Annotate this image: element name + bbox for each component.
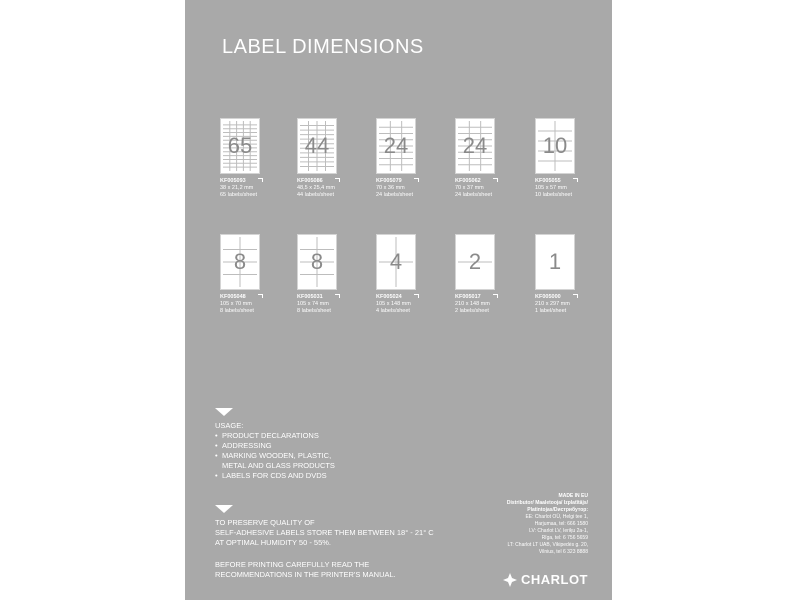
corner-mark-icon — [335, 294, 340, 298]
storage-line: TO PRESERVE QUALITY OF — [215, 518, 315, 527]
sheet-thumbnail — [297, 234, 337, 290]
label-count-numeral: 65 — [227, 133, 253, 158]
product-code: KF005055 — [535, 178, 561, 184]
label-size: 105 x 57 mm — [535, 185, 567, 191]
label-size: 48,5 x 25,4 mm — [297, 185, 335, 191]
product-code: KF005093 — [220, 178, 246, 184]
sheet-thumbnail — [535, 118, 575, 174]
sheet-thumbnail — [376, 118, 416, 174]
label-count-numeral: 1 — [548, 249, 562, 274]
corner-mark-icon — [414, 178, 419, 182]
label-size: 210 x 297 mm — [535, 301, 570, 307]
corner-mark-icon — [414, 294, 419, 298]
sheet-thumbnail — [455, 118, 495, 174]
product-code: KF005079 — [376, 178, 402, 184]
sheet-thumbnail — [535, 234, 575, 290]
labels-per-sheet: 10 labels/sheet — [535, 192, 572, 198]
corner-mark-icon — [573, 294, 578, 298]
label-size: 210 x 148 mm — [455, 301, 490, 307]
sheet-thumbnail — [297, 118, 337, 174]
page-title: LABEL DIMENSIONS — [222, 36, 424, 58]
labels-per-sheet: 2 labels/sheet — [455, 308, 489, 314]
distributor-line: LV: Charlot LV, Ieriķu 2a-1, — [529, 528, 588, 534]
distributor-line: EE: Charlot OÜ, Helgi tee 1, — [525, 514, 588, 520]
corner-mark-icon — [258, 294, 263, 298]
corner-mark-icon — [258, 178, 263, 182]
labels-per-sheet: 24 labels/sheet — [376, 192, 413, 198]
labels-per-sheet: 8 labels/sheet — [220, 308, 254, 314]
distributor-line: Rīga, tel: 6 756 5659 — [541, 535, 588, 541]
corner-mark-icon — [335, 178, 340, 182]
product-code: KF005000 — [535, 294, 561, 300]
label-size: 105 x 70 mm — [220, 301, 252, 307]
label-count-numeral: 8 — [233, 249, 247, 274]
triangle-down-icon — [215, 505, 233, 513]
corner-mark-icon — [573, 178, 578, 182]
distributor-line: LT: Charlot LT UAB, Vikipedės g. 20, — [507, 542, 588, 548]
product-code: KF005062 — [455, 178, 481, 184]
product-code: KF005086 — [297, 178, 323, 184]
sheet-thumbnail — [220, 234, 260, 290]
label-size: 70 x 36 mm — [376, 185, 405, 191]
corner-mark-icon — [493, 294, 498, 298]
brand-name: CHARLOT — [520, 572, 588, 587]
distributor-label: Platintojas/Dистрибутор: — [527, 507, 588, 513]
usage-item-line: METAL AND GLASS PRODUCTS — [222, 461, 335, 470]
labels-per-sheet: 44 labels/sheet — [297, 192, 334, 198]
product-code: KF005017 — [455, 294, 481, 300]
made-in: MADE IN EU — [558, 493, 588, 499]
usage-item: • LABELS FOR CDS AND DVDS — [215, 471, 335, 481]
storage-line: AT OPTIMAL HUMIDITY 50 - 55%. — [215, 538, 332, 547]
distributor-line: Harjumaa, tel: 666 1580 — [534, 521, 588, 527]
printing-note — [215, 560, 396, 580]
usage-item: • PRODUCT DECLARATIONS — [215, 431, 335, 441]
label-size: 105 x 148 mm — [376, 301, 411, 307]
label-size: 38 x 21,2 mm — [220, 185, 254, 191]
storage-line: SELF-ADHESIVE LABELS STORE THEM BETWEEN 18° - 21° C — [215, 528, 434, 537]
labels-per-sheet: 65 labels/sheet — [220, 192, 257, 198]
label-count-numeral: 4 — [389, 249, 403, 274]
triangle-down-icon — [215, 408, 233, 416]
printing-line: RECOMMENDATIONS IN THE PRINTER'S MANUAL. — [215, 570, 396, 579]
label-size: 70 x 37 mm — [455, 185, 484, 191]
label-count-numeral: 8 — [310, 249, 324, 274]
label-count-numeral: 44 — [304, 133, 330, 158]
usage-item — [215, 451, 335, 471]
charlot-logo-icon — [503, 573, 517, 587]
printing-line: BEFORE PRINTING CAREFULLY READ THE — [215, 560, 370, 569]
brand-logo — [503, 572, 588, 587]
label-count-numeral: 24 — [462, 133, 488, 158]
usage-list — [215, 431, 335, 481]
usage-section — [215, 421, 335, 481]
usage-item-line: MARKING WOODEN, PLASTIC, — [222, 451, 332, 460]
distributor-label: Distributor/ Maaletooja/ Izplatītājs/ — [506, 500, 588, 506]
label-count-numeral: 10 — [542, 133, 568, 158]
usage-heading: USAGE: — [215, 421, 244, 430]
storage-note — [215, 518, 434, 548]
sheet-thumbnail — [220, 118, 260, 174]
labels-per-sheet: 4 labels/sheet — [376, 308, 410, 314]
corner-mark-icon — [493, 178, 498, 182]
labels-per-sheet: 1 label/sheet — [535, 308, 567, 314]
label-count-numeral: 24 — [383, 133, 409, 158]
distributor-line: Vilnius, tel 6 323 8888 — [538, 549, 588, 555]
product-code: KF005048 — [220, 294, 246, 300]
sheet-thumbnail — [376, 234, 416, 290]
label-count-numeral: 2 — [468, 249, 482, 274]
label-dimensions-panel — [185, 0, 612, 600]
labels-per-sheet: 8 labels/sheet — [297, 308, 331, 314]
product-code: KF005031 — [297, 294, 323, 300]
distributor-info — [428, 493, 588, 556]
labels-per-sheet: 24 labels/sheet — [455, 192, 492, 198]
usage-item: • ADDRESSING — [215, 441, 335, 451]
sheet-thumbnail — [455, 234, 495, 290]
product-code: KF005024 — [376, 294, 402, 300]
label-size: 105 x 74 mm — [297, 301, 329, 307]
